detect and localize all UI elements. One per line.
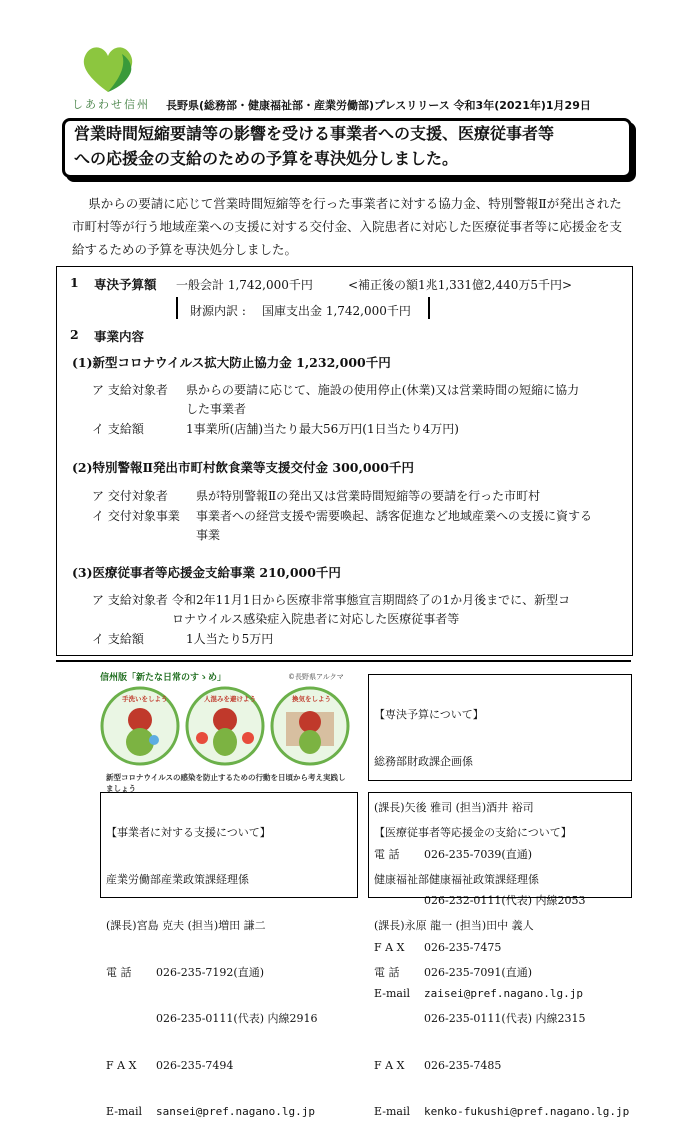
fax-label: F A X xyxy=(374,940,405,954)
item-1-row-b-line-1: 1事業所(店舗)当たり最大56万円(1日当たり4万円) xyxy=(186,422,459,436)
item-2-row-b-line-2: 事業 xyxy=(196,528,221,542)
tel-main: 026-235-0111(代表) 内線2315 xyxy=(424,1012,586,1025)
tel-direct: 026-235-7091(直通) xyxy=(424,965,533,979)
item-1-row-a-line-1: 県からの要請に応じて、施設の使用停止(休業)又は営業時間の短縮に協力 xyxy=(186,383,580,397)
tel-label: 電 話 xyxy=(106,965,132,979)
contact-dept: 総務部財政課企画係 xyxy=(374,754,473,768)
item-1-row-a-line-2: した事業者 xyxy=(186,402,247,416)
fax-label: F A X xyxy=(106,1058,137,1072)
email-address[interactable]: kenko-fukushi@pref.nagano.lg.jp xyxy=(424,1105,630,1118)
new-normal-illustration xyxy=(100,668,350,793)
bubble-ventilation: 換気をしよう xyxy=(292,695,331,703)
email-address[interactable]: zaisei@pref.nagano.lg.jp xyxy=(424,987,583,1000)
tel-label: 電 話 xyxy=(374,965,400,979)
contact-staff: (課長)宮島 克夫 (担当)増田 謙二 xyxy=(106,919,266,932)
item-3-row-b-key: イ 支給額 xyxy=(92,632,144,646)
contact-dept: 産業労働部産業政策課経理係 xyxy=(106,872,249,886)
contact-medical-support xyxy=(374,794,629,1135)
intro-paragraph: 県からの要請に応じて営業時間短縮等を行った事業者に対する協力金、特別警報Ⅱが発出された市町村等が行う地域産業への支援に対する交付金、入院患者に対応した医療従事者等に応援金を支給するための予算を専決処分しました。 xyxy=(72,196,623,257)
contact-heading: 【専決予算について】 xyxy=(374,708,484,721)
page-title xyxy=(74,121,624,171)
fax-number: 026-235-7475 xyxy=(424,940,502,954)
item-1-heading: (1)新型コロナウイルス拡大防止協力金 1,232,000千円 xyxy=(72,355,391,370)
funding-source-label: 財源内訳 : xyxy=(190,304,246,318)
tel-direct: 026-235-7039(直通) xyxy=(424,847,533,861)
funding-source-value: 国庫支出金 1,742,000千円 xyxy=(262,304,411,318)
item-2-row-b-line-1: 事業者への経営支援や需要喚起、誘客促進など地域産業への支援に資する xyxy=(196,509,593,523)
illustration-credit: ©長野県アルクマ xyxy=(288,673,344,681)
contact-heading: 【医療従事者等応援金の支給について】 xyxy=(374,826,572,839)
title-line-1: 営業時間短縮要請等の影響を受ける事業者への支援、医療従事者等 xyxy=(74,124,555,143)
contact-staff: (課長)矢後 雅司 (担当)酒井 裕司 xyxy=(374,801,534,814)
tel-label: 電 話 xyxy=(374,847,400,861)
fax-number: 026-235-7494 xyxy=(156,1058,234,1072)
item-2-row-b-key: イ 交付対象事業 xyxy=(92,509,180,523)
fax-number: 026-235-7485 xyxy=(424,1058,502,1072)
item-2-row-a-line-1: 県が特別警報Ⅱの発出又は営業時間短縮等の要請を行った市町村 xyxy=(196,489,541,503)
item-3-row-a-line-2: ロナウイルス感染症入院患者に対応した医療従事者等 xyxy=(172,612,460,626)
budget-label: 専決予算額 xyxy=(94,277,157,292)
contact-business-support xyxy=(106,794,318,1135)
email-label: E-mail xyxy=(106,1105,142,1118)
budget-note: <補正後の額1兆1,331億2,440万5千円> xyxy=(348,278,573,292)
tel-main: 026-232-0111(代表) 内線2053 xyxy=(424,894,586,907)
item-3-row-b-line-1: 1人当たり5万円 xyxy=(186,632,274,646)
contact-staff: (課長)永原 龍一 (担当)田中 義人 xyxy=(374,919,534,932)
item-2-heading: (2)特別警報Ⅱ発出市町村飲食業等支援交付金 300,000千円 xyxy=(72,460,414,475)
tel-direct: 026-235-7192(直通) xyxy=(156,965,265,979)
item-3-row-a-key: ア 支給対象者 xyxy=(92,593,168,607)
illustration-title: 信州版「新たな日常のすゝめ」 xyxy=(100,673,227,683)
budget-amount: 一般会計 1,742,000千円 xyxy=(176,278,313,292)
section-divider xyxy=(56,660,631,665)
item-1-row-b-key: イ 支給額 xyxy=(92,422,144,436)
contact-dept: 健康福祉部健康福祉政策課経理係 xyxy=(374,872,539,886)
logo-text: しあわせ信州 xyxy=(72,98,150,111)
contact-heading: 【事業者に対する支援について】 xyxy=(106,826,271,839)
title-line-2: への応援金の支給のための予算を専決処分しました。 xyxy=(74,149,459,168)
press-release-line: 長野県(総務部・健康福祉部・産業労働部)プレスリリース 令和3年(2021年)1月29日 xyxy=(166,99,591,112)
budget-number: 1 xyxy=(70,275,79,290)
tel-main: 026-235-0111(代表) 内線2916 xyxy=(156,1012,318,1025)
item-2-row-a-key: ア 交付対象者 xyxy=(92,489,168,503)
section2-label: 事業内容 xyxy=(94,329,145,344)
item-3-heading: (3)医療従事者等応援金支給事業 210,000千円 xyxy=(72,565,341,580)
shiawase-shinshu-heart-logo-icon xyxy=(80,42,136,94)
illustration-caption: 新型コロナウイルスの感染を防止するための行動を日頃から考え実践しましょう xyxy=(106,773,346,793)
bubble-handwash: 手洗いをしよう xyxy=(122,695,168,703)
bubble-avoid-crowds: 人混みを避けよう xyxy=(204,695,256,703)
section2-number: 2 xyxy=(70,327,79,342)
email-address[interactable]: sansei@pref.nagano.lg.jp xyxy=(156,1105,315,1118)
email-label: E-mail xyxy=(374,1105,410,1118)
item-1-row-a-key: ア 支給対象者 xyxy=(92,383,168,397)
fax-label: F A X xyxy=(374,1058,405,1072)
item-3-row-a-line-1: 令和2年11月1日から医療非常事態宣言期間終了の1か月後までに、新型コ xyxy=(172,593,571,607)
email-label: E-mail xyxy=(374,987,410,1000)
